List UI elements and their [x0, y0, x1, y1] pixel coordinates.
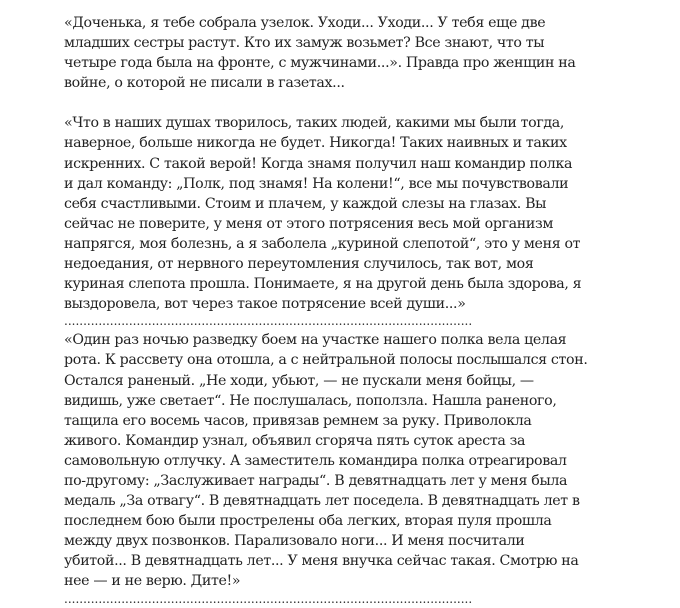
- text-line: рота. К рассвету она отошла, а с нейтральной полосы послышался стон.: [64, 352, 588, 369]
- text-line: «Что в наших душах творилось, таких людей, какими мы были тогда,: [64, 115, 565, 132]
- text-line: младших сестры растут. Кто их замуж возьмет? Все знают, что ты: [64, 35, 545, 52]
- text-line: самовольную отлучку. А заместитель командира полка отреагировал: [64, 452, 567, 469]
- text-line: недоедания, от нервного переутомления случилось, так вот, моя: [64, 256, 534, 273]
- text-line: напрягся, моя болезнь, а я заболела „куриной слепотой“, это у меня от: [64, 235, 581, 252]
- text-line: выздоровела, вот через такое потрясение всей души...»: [64, 296, 466, 313]
- text-line: медаль „За отвагу“. В девятнадцать лет поседела. В девятнадцать лет в: [64, 493, 580, 510]
- dotted-separator: ...........................................................................................................: [64, 314, 473, 329]
- text-line: сейчас не поверите, у меня от этого потрясения весь мой организм: [64, 215, 554, 232]
- text-line: по-другому: „Заслуживает награды“. В девятнадцать лет у меня была: [64, 472, 568, 489]
- text-line: наверное, больше никогда не будет. Никогда! Таких наивных и таких: [64, 135, 567, 152]
- text-line: видишь, уже светает“. Не послушалась, поползла. Нашла раненого,: [64, 392, 557, 409]
- text-line: «Доченька, я тебе собрала узелок. Уходи... Уходи... У тебя еще две: [64, 15, 546, 31]
- text-line: Остался раненый. „Не ходи, убьют, — не пускали меня бойцы, —: [64, 372, 534, 389]
- text-line: «Один раз ночью разведку боем на участке нашего полка вела целая: [64, 332, 567, 349]
- text-line: убитой... В девятнадцать лет... У меня внучка сейчас такая. Смотрю на: [64, 553, 579, 570]
- text-line: и дал команду: „Полк, под знамя! На колени!“, все мы почувствовали: [64, 175, 569, 192]
- text-line: искренних. С такой верой! Когда знамя получил наш командир полка: [64, 155, 573, 172]
- text-line: последнем бою были прострелены оба легких, вторая пуля прошла: [64, 513, 552, 530]
- text-line: себя счастливыми. Стоим и плачем, у каждой слезы на глазах. Вы: [64, 195, 547, 212]
- text-line: живого. Командир узнал, объявил сгоряча пять суток ареста за: [64, 432, 526, 449]
- document-page: [64, 13, 604, 608]
- dotted-separator: ...........................................................................................................: [64, 591, 473, 606]
- text-line: куриная слепота прошла. Понимаете, я на другой день была здорова, я: [64, 276, 582, 293]
- paragraph-2: [64, 113, 604, 314]
- text-line: нее — и не верю. Дите!»: [64, 573, 241, 590]
- paragraph-gap: [64, 93, 604, 113]
- text-line: войне, о которой не писали в газетах...: [64, 75, 345, 92]
- paragraph-1: [64, 13, 604, 93]
- text-line: между двух позвонков. Парализовало ноги... И меня посчитали: [64, 533, 525, 550]
- text-line: тащила его восемь часов, привязав ремнем за руку. Приволокла: [64, 412, 532, 429]
- text-line: четыре года была на фронте, с мужчинами...». Правда про женщин на: [64, 55, 576, 72]
- paragraph-3: [64, 330, 604, 591]
